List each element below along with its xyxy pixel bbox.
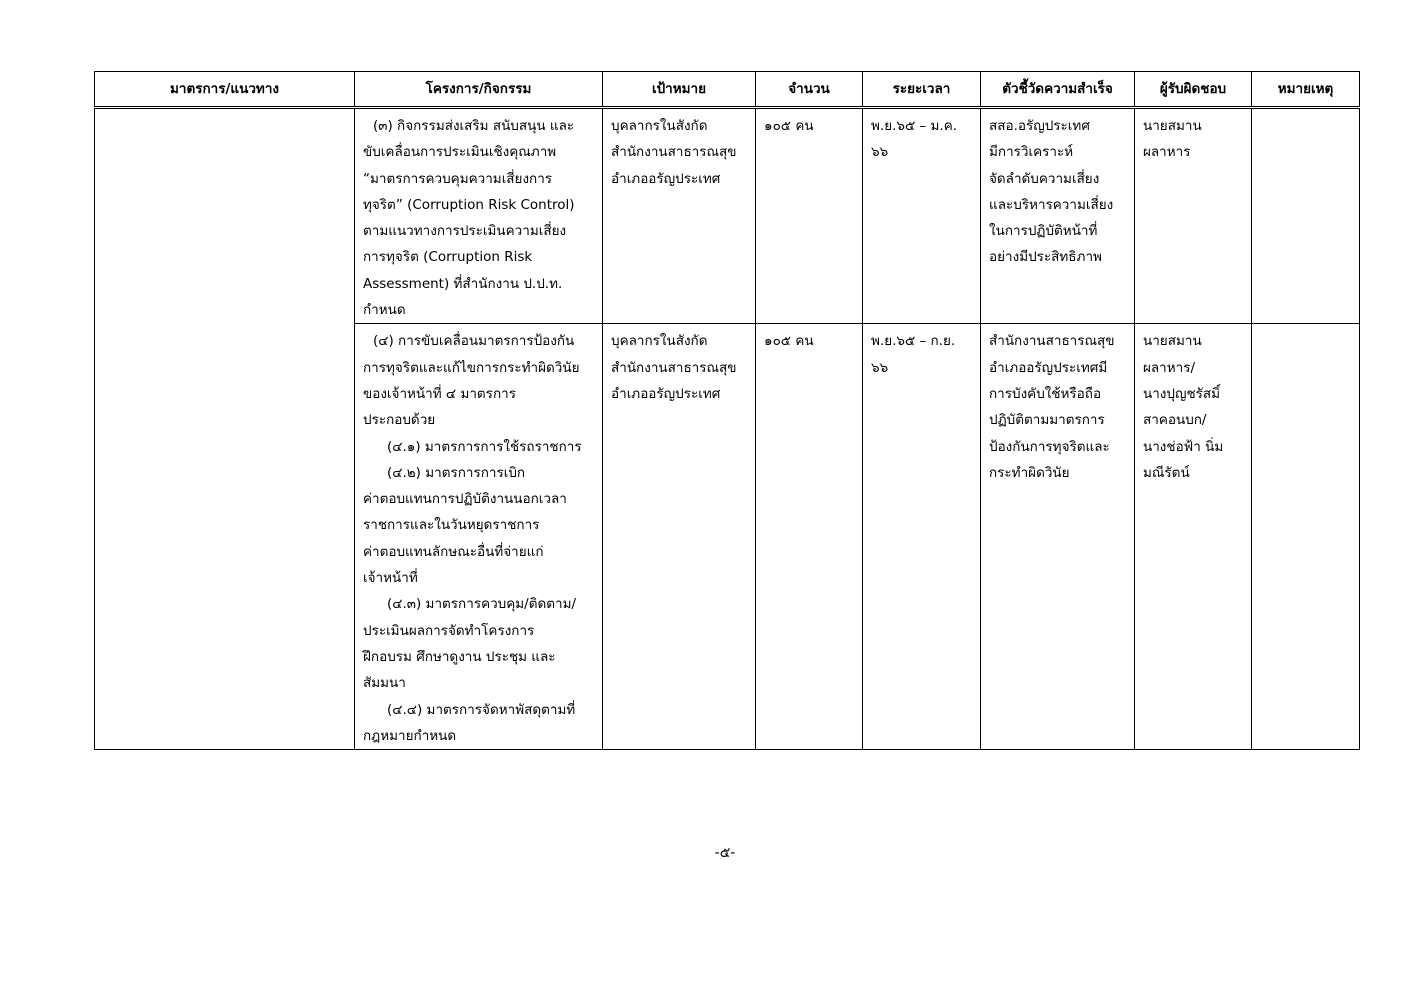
indicator-line: อย่างมีประสิทธิภาพ xyxy=(989,249,1102,266)
action-plan-table xyxy=(94,71,1360,750)
activity-line: ตามแนวทางการประเมินความเสี่ยง xyxy=(363,223,567,240)
responsible-line: ผลาหาร/ xyxy=(1143,359,1196,376)
header-amount: จำนวน xyxy=(756,72,863,108)
cell-period xyxy=(863,324,981,750)
activity-line: ราชการและในวันหยุดราชการ xyxy=(363,517,540,534)
activity-line: การทุจริตและแก้ไขการกระทำผิดวินัย xyxy=(363,359,580,376)
activity-line: ขับเคลื่อนการประเมินเชิงคุณภาพ xyxy=(363,144,557,161)
cell-activity xyxy=(355,108,603,324)
cell-amount xyxy=(756,324,863,750)
responsible-line: นางปุญชรัสมิ์ xyxy=(1143,385,1221,402)
activity-line: สัมมนา xyxy=(363,675,406,692)
indicator-line: การบังคับใช้หรือถือ xyxy=(989,385,1102,402)
header-indicator: ตัวชี้วัดความสำเร็จ xyxy=(981,72,1135,108)
activity-line: ฝึกอบรม ศึกษาดูงาน ประชุม และ xyxy=(363,648,556,665)
activity-line: ของเจ้าหน้าที่ ๔ มาตรการ xyxy=(363,385,516,402)
activity-line: (๓) กิจกรรมส่งเสริม สนับสนุน และ xyxy=(373,118,575,134)
target-line: อำเภออรัญประเทศ xyxy=(611,170,721,187)
cell-indicator xyxy=(981,324,1135,750)
target-line: บุคลากรในสังกัด xyxy=(611,118,708,134)
cell-responsible xyxy=(1135,108,1252,324)
indicator-line: ในการปฏิบัติหน้าที่ xyxy=(989,223,1098,240)
page-number: -๕- xyxy=(714,845,736,861)
indicator-line: อำเภออรัญประเทศมี xyxy=(989,359,1108,376)
amount-value: ๑๐๕ คน xyxy=(764,333,814,350)
header-target: เป้าหมาย xyxy=(603,72,756,108)
activity-line: ค่าตอบแทนการปฏิบัติงานนอกเวลา xyxy=(363,491,567,508)
table-header-row xyxy=(95,72,1360,108)
activity-line: (๔) การขับเคลื่อนมาตรการป้องกัน xyxy=(373,333,575,350)
responsible-line: นายสมาน xyxy=(1143,333,1202,350)
indicator-line: มีการวิเคราะห์ xyxy=(989,144,1074,161)
target-line: สำนักงานสาธารณสุข xyxy=(611,359,737,376)
responsible-line: นายสมาน xyxy=(1143,118,1202,134)
cell-responsible xyxy=(1135,324,1252,750)
period-line: พ.ย.๖๕ – ม.ค. xyxy=(871,118,958,134)
indicator-line: สำนักงานสาธารณสุข xyxy=(989,333,1115,350)
cell-measure xyxy=(95,108,355,324)
activity-line: กำหนด xyxy=(363,302,406,319)
indicator-line: จัดลำดับความเสี่ยง xyxy=(989,170,1100,187)
cell-measure xyxy=(95,324,355,750)
activity-line: (๔.๔) มาตรการจัดหาพัสดุตามที่ xyxy=(387,701,576,718)
indicator-line: ปฏิบัติตามมาตรการ xyxy=(989,412,1105,429)
amount-value: ๑๐๕ คน xyxy=(764,118,814,134)
target-line: สำนักงานสาธารณสุข xyxy=(611,144,737,161)
responsible-line: มณีรัตน์ xyxy=(1143,464,1190,481)
activity-line: การทุจริต (Corruption Risk xyxy=(363,249,533,266)
table-row xyxy=(95,108,1360,324)
header-responsible: ผู้รับผิดชอบ xyxy=(1135,72,1252,108)
period-line: ๖๖ xyxy=(871,359,889,376)
target-line: บุคลากรในสังกัด xyxy=(611,333,708,350)
indicator-line: ป้องกันการทุจริตและ xyxy=(989,438,1110,455)
activity-line: ค่าตอบแทนลักษณะอื่นที่จ่ายแก่ xyxy=(363,543,544,560)
activity-line: (๔.๓) มาตรการควบคุม/ติดตาม/ xyxy=(387,596,577,613)
target-line: อำเภออรัญประเทศ xyxy=(611,385,721,402)
indicator-line: สสอ.อรัญประเทศ xyxy=(989,118,1090,134)
indicator-line: และบริหารความเสี่ยง xyxy=(989,196,1114,213)
cell-activity xyxy=(355,324,603,750)
activity-line: เจ้าหน้าที่ xyxy=(363,570,418,587)
indicator-line: กระทำผิดวินัย xyxy=(989,464,1070,481)
period-line: ๖๖ xyxy=(871,144,889,161)
responsible-line: ผลาหาร xyxy=(1143,144,1191,161)
header-period: ระยะเวลา xyxy=(863,72,981,108)
responsible-line: นางช่อฟ้า นิ่ม xyxy=(1143,438,1224,455)
cell-target xyxy=(603,108,756,324)
activity-line: ประเมินผลการจัดทำโครงการ xyxy=(363,622,535,639)
header-remark: หมายเหตุ xyxy=(1252,72,1360,108)
activity-line: (๔.๒) มาตรการการเบิก xyxy=(387,464,526,481)
activity-line: “มาตรการควบคุมความเสี่ยงการ xyxy=(363,170,553,187)
activity-line: กฎหมายกำหนด xyxy=(363,727,457,744)
cell-target xyxy=(603,324,756,750)
cell-amount xyxy=(756,108,863,324)
header-activity: โครงการ/กิจกรรม xyxy=(355,72,603,108)
activity-line: ประกอบด้วย xyxy=(363,412,436,429)
header-measure: มาตรการ/แนวทาง xyxy=(95,72,355,108)
cell-indicator xyxy=(981,108,1135,324)
activity-line: Assessment) ที่สำนักงาน ป.ป.ท. xyxy=(363,275,563,292)
responsible-line: สาคอนบก/ xyxy=(1143,412,1207,429)
activity-line: (๔.๑) มาตรการการใช้รถราชการ xyxy=(387,438,582,455)
cell-period xyxy=(863,108,981,324)
cell-remark xyxy=(1252,108,1360,324)
activity-line: ทุจริต” (Corruption Risk Control) xyxy=(363,196,575,213)
table-row xyxy=(95,324,1360,750)
cell-remark xyxy=(1252,324,1360,750)
period-line: พ.ย.๖๕ – ก.ย. xyxy=(871,333,956,350)
